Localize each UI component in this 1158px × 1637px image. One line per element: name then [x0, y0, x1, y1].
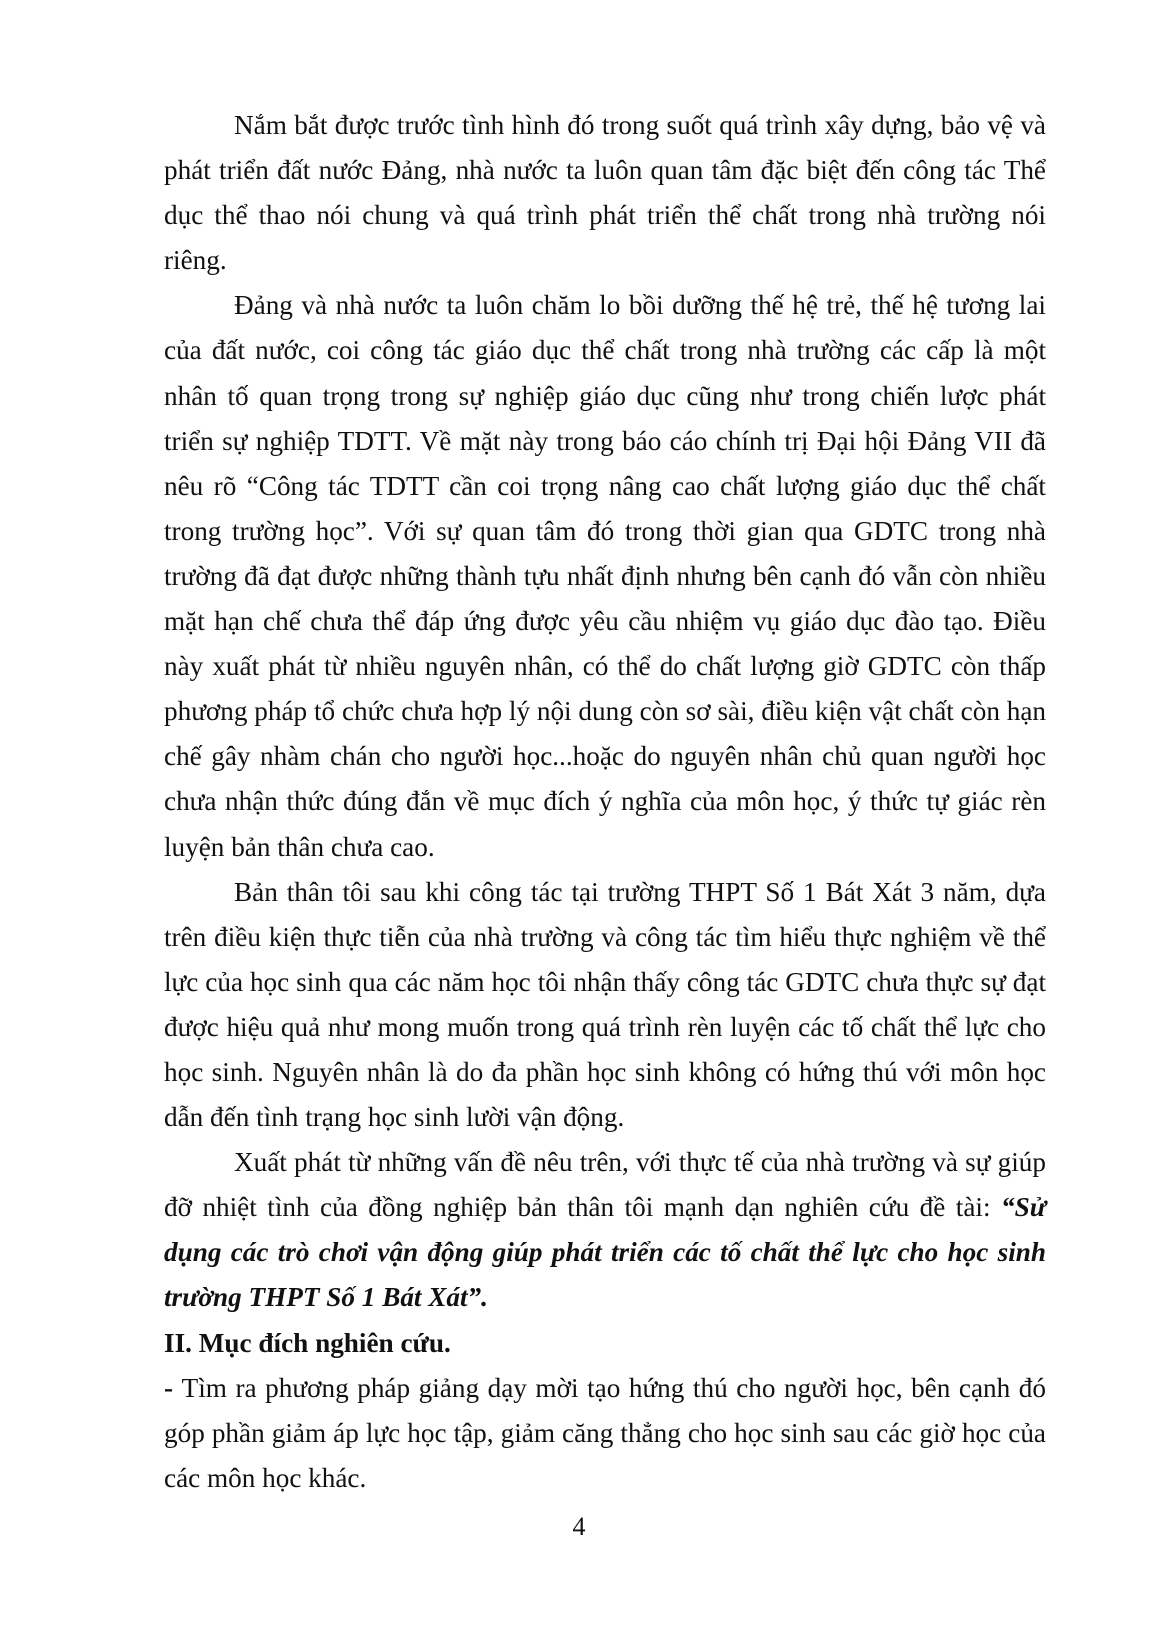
- section-number: II: [164, 1327, 186, 1358]
- paragraph-context: Nắm bắt được trước tình hình đó trong suốt quá trình xây dựng, bảo vệ và phát triển đất nước Đảng, nhà nước ta luôn quan tâm đặc biệt đến công tác Thể dục thể thao nói chung và quá trình phát triển thể chất trong nhà trường nói riêng.: [164, 110, 1046, 276]
- bullet-dash: -: [164, 1372, 182, 1403]
- page-number: 4: [572, 1512, 586, 1541]
- topic-lead-text: Xuất phát từ những vấn đề nêu trên, với thực tế của nhà trường và sự giúp đỡ nhiệt tình của đồng nghiệp bản thân tôi mạnh dạn nghiên cứu đề tài:: [164, 1147, 1046, 1223]
- bullet-text: Tìm ra phương pháp giảng dạy mời tạo hứng thú cho người học, bên cạnh đó góp phần giảm áp lực học tập, giảm căng thẳng cho học sinh sau các giờ học của các môn học khác.: [164, 1372, 1046, 1493]
- bullet-item: [164, 1366, 1046, 1501]
- paragraph-party-policy: Đảng và nhà nước ta luôn chăm lo bồi dưỡng thế hệ trẻ, thế hệ tương lai của đất nước, coi công tác giáo dục thể chất trong nhà trường các cấp là một nhân tố quan trọng trong sự nghiệp giáo dục cũng như trong chiến lược phát triển sự nghiệp TDTT. Về mặt này trong báo cáo chính trị Đại hội Đảng VII đã nêu rõ “Công tác TDTT cần coi trọng nâng cao chất lượng giáo dục thể chất trong trường học”. Với sự quan tâm đó trong thời gian qua GDTC trong nhà trường đã đạt được những thành tựu nhất định nhưng bên cạnh đó vẫn còn nhiều mặt hạn chế chưa thể đáp ứng được yêu cầu nhiệm vụ giáo dục đào tạo. Điều này xuất phát từ nhiều nguyên nhân, có thể do chất lượng giờ GDTC còn thấp phương pháp tổ chức chưa hợp lý nội dung còn sơ sài, điều kiện vật chất còn hạn chế gây nhàm chán cho người học...hoặc do nguyên nhân chủ quan người học chưa nhận thức đúng đắn về mục đích ý nghĩa của môn học, ý thức tự giác rèn luyện bản thân chưa cao.: [164, 290, 1046, 862]
- section-title: . Mục đích nghiên cứu.: [185, 1327, 451, 1358]
- topic-title: “Sử dụng các trò chơi vận động giúp phát triển các tố chất thể lực cho học sinh trường THPT Số 1 Bát Xát”.: [164, 1192, 1046, 1313]
- section-heading: [164, 1321, 1046, 1366]
- paragraph-personal-experience: Bản thân tôi sau khi công tác tại trường THPT Số 1 Bát Xát 3 năm, dựa trên điều kiện thực tiễn của nhà trường và công tác tìm hiểu thực nghiệm về thể lực của học sinh qua các năm học tôi nhận thấy công tác GDTC chưa thực sự đạt được hiệu quả như mong muốn trong quá trình rèn luyện các tố chất thể lực cho học sinh. Nguyên nhân là do đa phần học sinh không có hứng thú với môn học dẫn đến tình trạng học sinh lười vận động.: [164, 876, 1046, 1133]
- paragraph-topic: [164, 1140, 1046, 1320]
